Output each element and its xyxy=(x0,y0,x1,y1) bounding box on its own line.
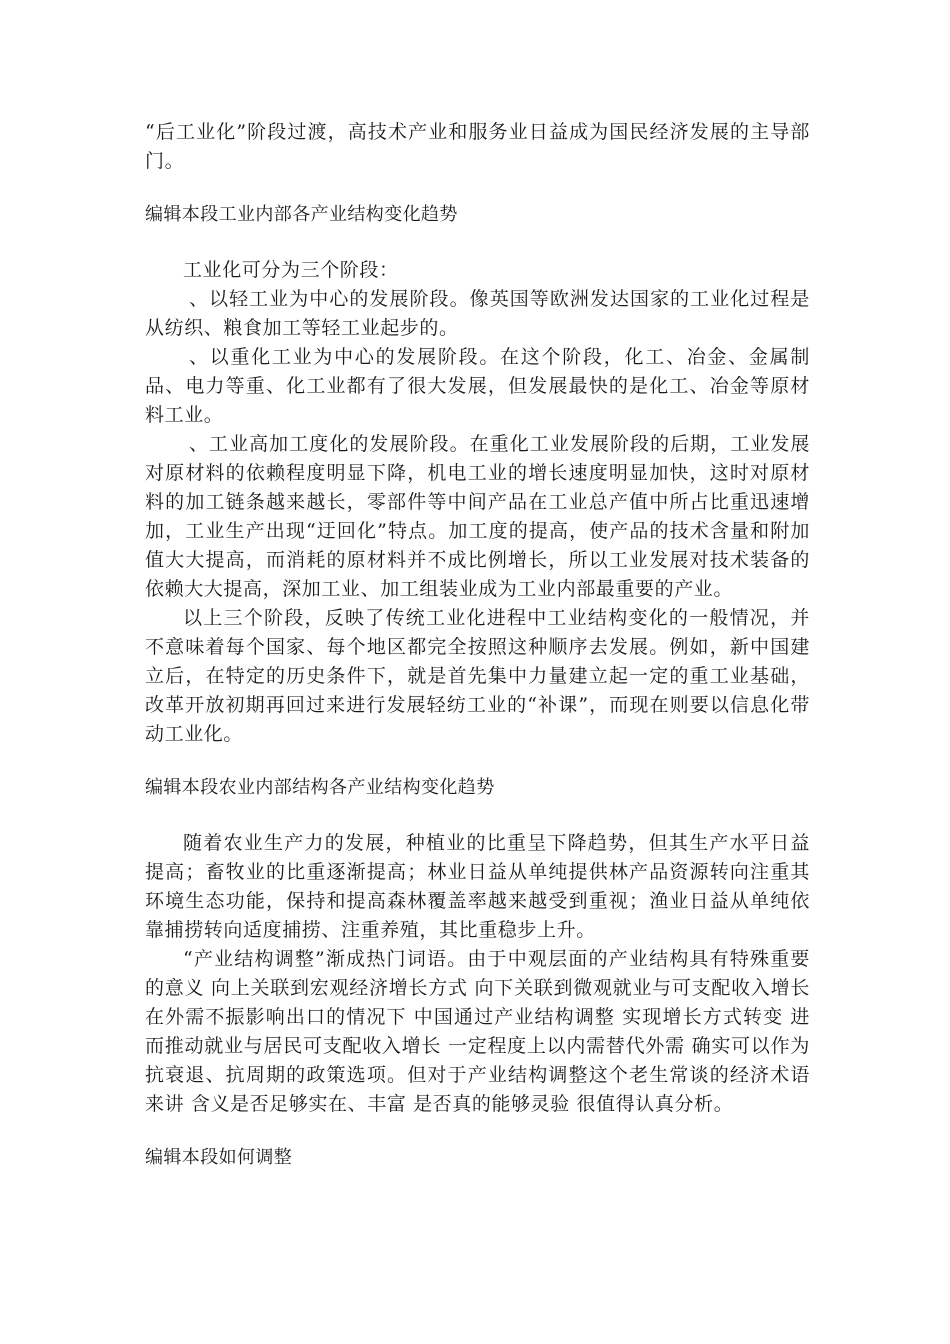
stage-1-paragraph: 、以轻工业为中心的发展阶段。像英国等欧洲发达国家的工业化过程是从纺织、粮食加工等轻工业起步的。 xyxy=(145,288,810,339)
section-heading-how-to-adjust: 编辑本段如何调整 xyxy=(145,1147,293,1168)
section-heading-industry: 编辑本段工业内部各产业结构变化趋势 xyxy=(145,204,458,225)
stages-lead-paragraph: 工业化可分为三个阶段： xyxy=(183,259,399,281)
document-page xyxy=(145,118,810,1171)
restructuring-paragraph: “产业结构调整”渐成热门词语。由于中观层面的产业结构具有特殊重要的意义 向上关联到宏观经济增长方式 向下关联到微观就业与可支配收入增长 在外需不振影响出口的情况下 中国通过产业结构调整 实现增长方式转变 进而推动就业与居民可支配收入增长 一定程度上以内需替代外需 确实可以作为抗衰退、抗周期的政策选项。但对于产业结构调整这个老生常谈的经济术语来讲 含义是否足够实在、丰富 是否真的能够灵验 很值得认真分析。 xyxy=(145,948,810,1115)
stage-2-paragraph: 、以重化工业为中心的发展阶段。在这个阶段，化工、冶金、金属制品、电力等重、化工业都有了很大发展，但发展最快的是化工、冶金等原材料工业。 xyxy=(145,346,810,426)
section-heading-agriculture: 编辑本段农业内部结构各产业结构变化趋势 xyxy=(145,777,495,798)
intro-paragraph: “后工业化”阶段过渡，高技术产业和服务业日益成为国民经济发展的主导部门。 xyxy=(145,121,810,172)
agriculture-paragraph: 随着农业生产力的发展，种植业的比重呈下降趋势，但其生产水平日益提高；畜牧业的比重逐渐提高；林业日益从单纯提供林产品资源转向注重其环境生态功能，保持和提高森林覆盖率越来越受到重视；渔业日益从单纯依靠捕捞转向适度捕捞、注重养殖，其比重稳步上升。 xyxy=(145,832,810,941)
stage-3-paragraph: 、工业高加工度化的发展阶段。在重化工业发展阶段的后期，工业发展对原材料的依赖程度明显下降，机电工业的增长速度明显加快，这时对原材料的加工链条越来越长，零部件等中间产品在工业总产值中所占比重迅速增加，工业生产出现“迂回化”特点。加工度的提高，使产品的技术含量和附加值大大提高，而消耗的原材料并不成比例增长，所以工业发展对技术装备的依赖大大提高，深加工业、加工组装业成为工业内部最重要的产业。 xyxy=(145,433,810,600)
stages-summary-paragraph: 以上三个阶段，反映了传统工业化进程中工业结构变化的一般情况，并不意味着每个国家、每个地区都完全按照这种顺序去发展。例如，新中国建立后，在特定的历史条件下，就是首先集中力量建立起一定的重工业基础，改革开放初期再回过来进行发展轻纺工业的“补课”，而现在则要以信息化带动工业化。 xyxy=(145,607,810,745)
